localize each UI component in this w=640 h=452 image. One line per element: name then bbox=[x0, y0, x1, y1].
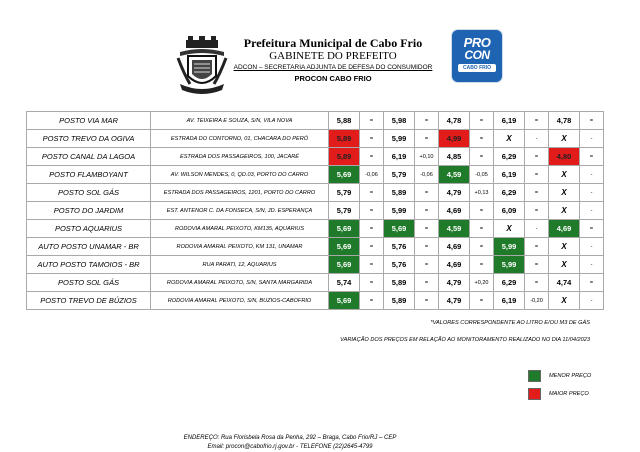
price-cell: 4,80 bbox=[549, 148, 580, 166]
price-variation: = bbox=[415, 112, 439, 130]
price-variation: -0,06 bbox=[415, 166, 439, 184]
price-variation: - bbox=[580, 166, 604, 184]
agency-name: PROCON CABO FRIO bbox=[294, 74, 372, 83]
price-cell: 5,69 bbox=[329, 220, 360, 238]
price-variation: = bbox=[470, 130, 494, 148]
price-cell: 4,69 bbox=[549, 220, 580, 238]
table-row bbox=[27, 202, 604, 220]
footer bbox=[0, 434, 580, 452]
price-variation: = bbox=[415, 202, 439, 220]
station-address: AV. TEIXEIRA E SOUZA, S/N, VILA NOVA bbox=[151, 112, 329, 130]
table-row bbox=[27, 148, 604, 166]
price-cell: 5,89 bbox=[329, 148, 360, 166]
price-cell: 5,69 bbox=[329, 166, 360, 184]
station-name: POSTO DO JARDIM bbox=[27, 202, 151, 220]
price-cell: 5,69 bbox=[329, 238, 360, 256]
price-variation: = bbox=[470, 220, 494, 238]
price-variation: = bbox=[580, 148, 604, 166]
price-cell: 6,19 bbox=[494, 112, 525, 130]
price-variation: = bbox=[525, 166, 549, 184]
legend-lowest bbox=[528, 371, 591, 381]
price-variation: = bbox=[525, 202, 549, 220]
price-variation: = bbox=[415, 220, 439, 238]
price-variation: = bbox=[415, 184, 439, 202]
price-variation: -0,20 bbox=[525, 292, 549, 310]
price-cell: 4,59 bbox=[439, 166, 470, 184]
price-cell: X bbox=[549, 238, 580, 256]
station-address: AV. WILSON MENDES, 0, QD.03, PORTO DO CARRO bbox=[151, 166, 329, 184]
price-variation: - bbox=[525, 220, 549, 238]
price-cell: X bbox=[549, 184, 580, 202]
price-cell: 4,79 bbox=[439, 274, 470, 292]
station-name: POSTO SOL GÁS bbox=[27, 274, 151, 292]
lowest-price-swatch bbox=[528, 370, 541, 382]
price-cell: X bbox=[494, 130, 525, 148]
price-cell: 6,29 bbox=[494, 184, 525, 202]
price-variation: = bbox=[580, 112, 604, 130]
price-cell: 6,19 bbox=[494, 292, 525, 310]
document-header bbox=[0, 0, 640, 108]
price-variation: = bbox=[415, 130, 439, 148]
price-variation: = bbox=[525, 112, 549, 130]
price-variation: - bbox=[580, 130, 604, 148]
price-variation: = bbox=[415, 238, 439, 256]
price-variation: = bbox=[470, 112, 494, 130]
procon-logo-text-top: PRO bbox=[463, 35, 491, 50]
price-variation: = bbox=[415, 256, 439, 274]
price-cell: 5,74 bbox=[329, 274, 360, 292]
price-variation: = bbox=[580, 220, 604, 238]
price-cell: 5,76 bbox=[384, 238, 415, 256]
station-name: POSTO CANAL DA LAGOA bbox=[27, 148, 151, 166]
price-cell: 5,69 bbox=[329, 292, 360, 310]
footer-address: ENDEREÇO: Rua Florisbela Rosa da Penha, 292 – Braga, Cabo Frio/RJ – CEP bbox=[183, 435, 397, 441]
price-cell: X bbox=[549, 256, 580, 274]
procon-logo-text-bottom: CABO FRIO bbox=[458, 64, 496, 72]
price-variation: = bbox=[525, 256, 549, 274]
price-variation: - bbox=[580, 292, 604, 310]
station-name: POSTO FLAMBOYANT bbox=[27, 166, 151, 184]
price-variation: = bbox=[580, 274, 604, 292]
price-cell: 5,89 bbox=[384, 292, 415, 310]
price-cell: X bbox=[549, 130, 580, 148]
price-cell: 4,79 bbox=[439, 292, 470, 310]
station-address: RUA PARATI, 12, AQUARIUS bbox=[151, 256, 329, 274]
price-variation: = bbox=[360, 256, 384, 274]
price-variation: +0,20 bbox=[470, 274, 494, 292]
station-address: ESTRADA DOS PASSAGEIROS, 100, JACARÉ bbox=[151, 148, 329, 166]
highest-price-label: MAIOR PREÇO bbox=[549, 391, 589, 397]
price-variation: - bbox=[580, 256, 604, 274]
price-variation: +0,10 bbox=[415, 148, 439, 166]
station-name: POSTO TREVO DE BÚZIOS bbox=[27, 292, 151, 310]
table-row bbox=[27, 112, 604, 130]
lowest-price-label: MENOR PREÇO bbox=[549, 373, 592, 379]
table-row bbox=[27, 292, 604, 310]
table-row bbox=[27, 238, 604, 256]
footer-contact: Email: procon@cabofrio.rj.gov.br - TELEFONE (22)2645-4799 bbox=[207, 444, 373, 450]
price-cell: 5,89 bbox=[329, 130, 360, 148]
price-variation: - bbox=[580, 202, 604, 220]
price-cell: 4,69 bbox=[439, 256, 470, 274]
price-cell: X bbox=[549, 202, 580, 220]
price-cell: X bbox=[549, 166, 580, 184]
price-cell: 5,79 bbox=[329, 202, 360, 220]
table-row bbox=[27, 184, 604, 202]
price-variation: = bbox=[360, 274, 384, 292]
station-name: POSTO SOL GÁS bbox=[27, 184, 151, 202]
price-cell: 4,78 bbox=[439, 112, 470, 130]
price-cell: 4,79 bbox=[439, 184, 470, 202]
station-address: ESTRADA DOS PASSAGEIROS, 1201, PORTO DO CARRO bbox=[151, 184, 329, 202]
price-variation: = bbox=[360, 292, 384, 310]
page-subtitle: GABINETE DO PREFEITO bbox=[269, 50, 397, 62]
station-name: AUTO POSTO TAMOIOS - BR bbox=[27, 256, 151, 274]
price-cell: 5,88 bbox=[329, 112, 360, 130]
price-variation: - bbox=[525, 130, 549, 148]
price-variation: +0,13 bbox=[470, 184, 494, 202]
price-cell: 4,69 bbox=[439, 202, 470, 220]
table-row bbox=[27, 274, 604, 292]
price-cell: 5,76 bbox=[384, 256, 415, 274]
price-cell: 6,19 bbox=[494, 166, 525, 184]
price-variation: = bbox=[470, 202, 494, 220]
station-address: RODOVIA AMARAL PEIXOTO, S/N, SANTA MARGARIDA bbox=[151, 274, 329, 292]
price-variation: = bbox=[360, 238, 384, 256]
procon-logo-text-middle: CON bbox=[464, 48, 490, 62]
price-variation: = bbox=[360, 184, 384, 202]
page-title: Prefeitura Municipal de Cabo Frio bbox=[243, 36, 423, 50]
station-address: ESTRADA DO CONTORNO, 01, CHACARA DO PERÓ bbox=[151, 130, 329, 148]
price-cell: 5,79 bbox=[384, 166, 415, 184]
price-cell: 6,19 bbox=[384, 148, 415, 166]
price-cell: 6,29 bbox=[494, 148, 525, 166]
price-cell: 4,69 bbox=[439, 238, 470, 256]
price-cell: 5,99 bbox=[384, 202, 415, 220]
price-variation: -0,05 bbox=[470, 166, 494, 184]
price-cell: 4,78 bbox=[549, 112, 580, 130]
table-row bbox=[27, 256, 604, 274]
price-cell: 4,85 bbox=[439, 148, 470, 166]
price-variation: = bbox=[360, 112, 384, 130]
station-name: POSTO VIA MAR bbox=[27, 112, 151, 130]
price-cell: 5,79 bbox=[329, 184, 360, 202]
price-variation: = bbox=[470, 238, 494, 256]
price-variation: - bbox=[580, 184, 604, 202]
price-cell: X bbox=[494, 220, 525, 238]
price-variation: = bbox=[525, 184, 549, 202]
price-cell: 5,89 bbox=[384, 184, 415, 202]
price-variation: = bbox=[415, 292, 439, 310]
station-address: RODOVIA AMARAL PEIXOTO, KM 131, UNAMAR bbox=[151, 238, 329, 256]
station-address: RODOVIA AMARAL PEIXOTO, S/N, BUZIOS-CABOFRIO bbox=[151, 292, 329, 310]
price-cell: 4,74 bbox=[549, 274, 580, 292]
station-name: POSTO AQUARIUS bbox=[27, 220, 151, 238]
price-variation: = bbox=[360, 220, 384, 238]
station-address: RODOVIA AMARAL PEIXOTO, KM135, AQUARIUS bbox=[151, 220, 329, 238]
table-row bbox=[27, 220, 604, 238]
price-cell: 5,98 bbox=[384, 112, 415, 130]
price-cell: 6,29 bbox=[494, 274, 525, 292]
price-variation: = bbox=[415, 274, 439, 292]
price-variation: = bbox=[525, 148, 549, 166]
values-note: *VALORES CORRESPONDENTE AO LITRO E/OU M3 DE GÁS bbox=[430, 320, 590, 326]
fuel-price-table bbox=[26, 111, 604, 310]
price-variation: = bbox=[470, 148, 494, 166]
price-variation: - bbox=[580, 238, 604, 256]
price-cell: 5,69 bbox=[384, 220, 415, 238]
price-cell: 5,99 bbox=[494, 256, 525, 274]
table-row bbox=[27, 166, 604, 184]
price-cell: 5,89 bbox=[384, 274, 415, 292]
coat-of-arms-icon bbox=[176, 34, 228, 96]
procon-logo bbox=[452, 30, 502, 82]
price-variation: = bbox=[525, 238, 549, 256]
station-name: POSTO TREVO DA OGIVA bbox=[27, 130, 151, 148]
table-row bbox=[27, 130, 604, 148]
price-variation: -0,06 bbox=[360, 166, 384, 184]
variation-note: VARIAÇÃO DOS PREÇOS EM RELAÇÃO AO MONITORAMENTO REALIZADO NO DIA 11/04/2023 bbox=[340, 337, 590, 343]
price-cell: 5,69 bbox=[329, 256, 360, 274]
price-cell: 4,59 bbox=[439, 220, 470, 238]
department-name: ADCON – SECRETARIA ADJUNTA DE DEFESA DO CONSUMIDOR bbox=[233, 64, 433, 71]
price-cell: 6,09 bbox=[494, 202, 525, 220]
price-cell: 5,99 bbox=[494, 238, 525, 256]
station-name: AUTO POSTO UNAMAR - BR bbox=[27, 238, 151, 256]
price-cell: 5,99 bbox=[384, 130, 415, 148]
legend-highest bbox=[528, 389, 589, 399]
price-variation: = bbox=[470, 256, 494, 274]
price-variation: = bbox=[470, 292, 494, 310]
price-variation: = bbox=[360, 148, 384, 166]
price-variation: = bbox=[360, 202, 384, 220]
price-variation: = bbox=[360, 130, 384, 148]
price-variation: = bbox=[525, 274, 549, 292]
price-cell: 4,99 bbox=[439, 130, 470, 148]
price-cell: X bbox=[549, 292, 580, 310]
highest-price-swatch bbox=[528, 388, 541, 400]
station-address: EST. ANTENOR C. DA FONSECA, S/N, JD. ESPERANÇA bbox=[151, 202, 329, 220]
